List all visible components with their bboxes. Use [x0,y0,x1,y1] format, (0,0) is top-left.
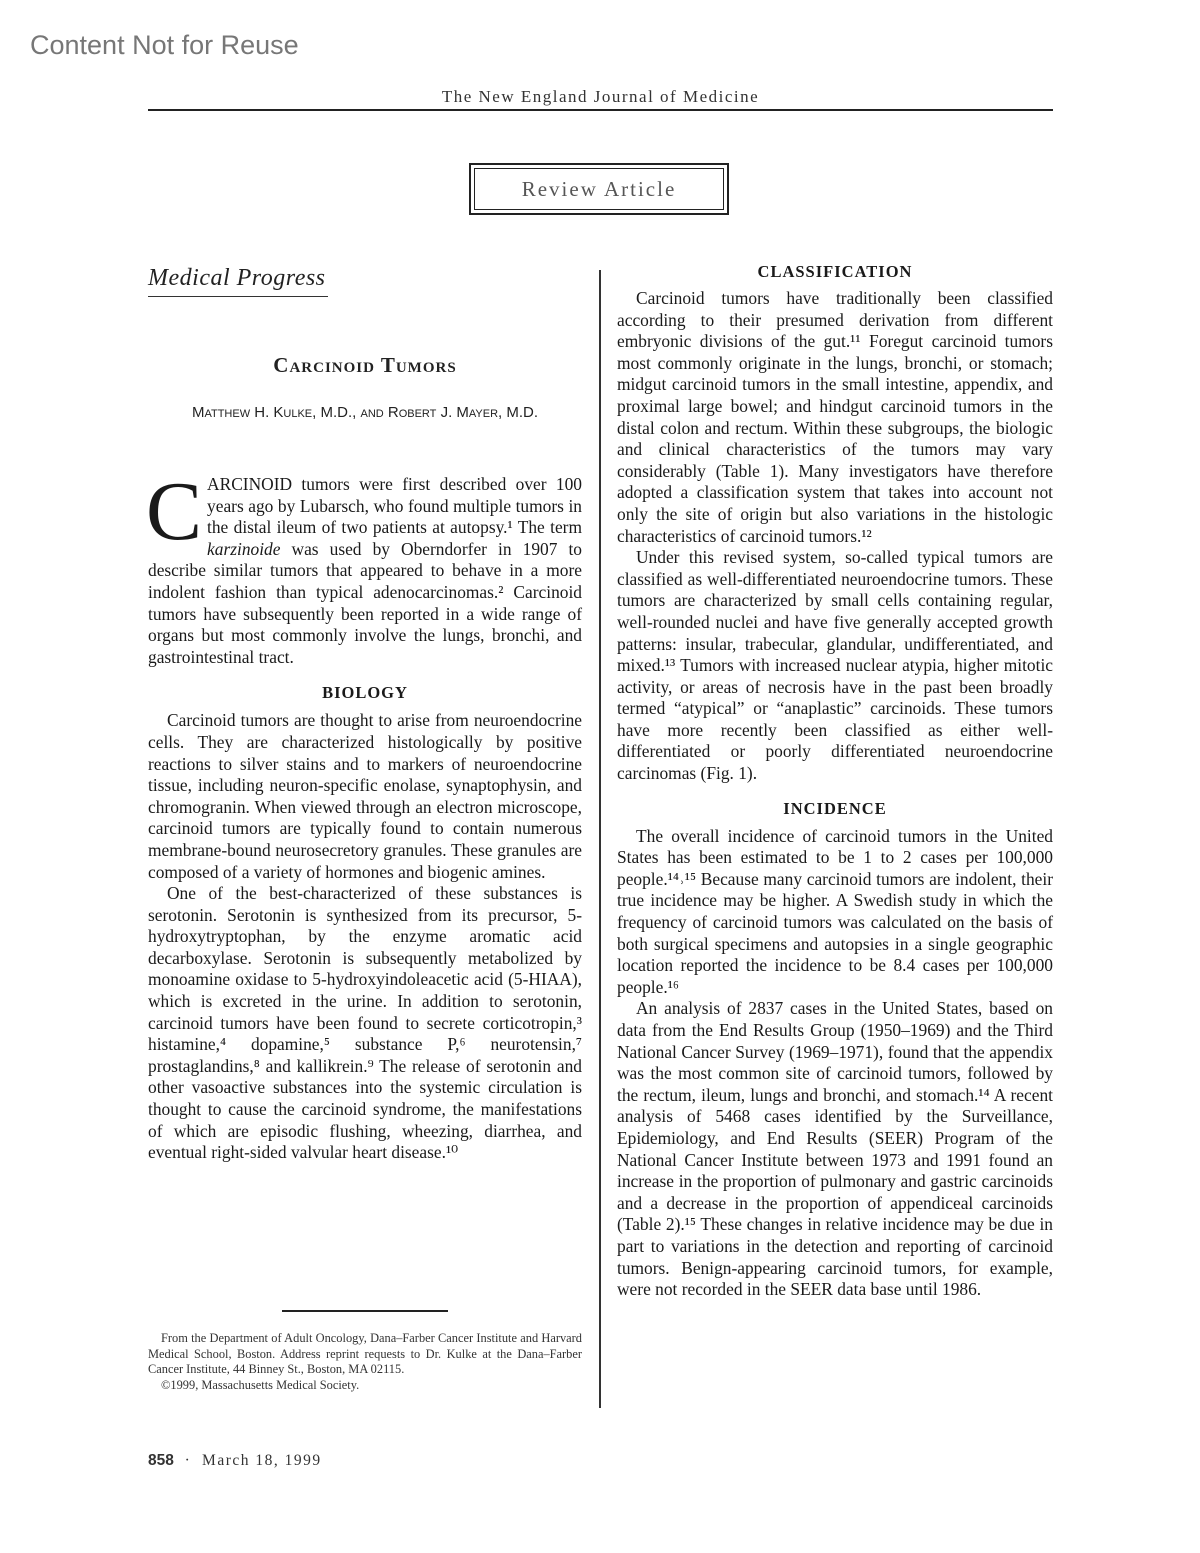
drop-cap: C [146,465,203,558]
article-type-badge [469,163,729,215]
article-type-label: Review Article [474,168,724,210]
authors: Matthew H. Kulke, M.D., and Robert J. Mayer, M.D. [191,404,539,421]
heading-incidence: INCIDENCE [783,798,887,818]
intro-text-2: was used by Oberndorfer in 1907 to describe similar tumors that appeared to behave in a more indolent fashion than typical adenocarcinomas.² Carcinoid tumors have subsequently been reported in a wide range of organs but most commonly involve the lungs, bronchi, and gastrointestinal tract. [148,538,582,667]
footnote-affiliation: From the Department of Adult Oncology, Dana–Farber Cancer Institute and Harvard Medical School, Boston. Address reprint requests to Dr. Kulke at the Dana–Farber Cancer Institute, 44 Binney St., Boston, MA 02115. [148,1331,582,1376]
heading-biology: BIOLOGY [322,683,408,703]
issue-date: March 18, 1999 [202,1452,322,1469]
paragraph: Under this revised system, so-called typical tumors are classified as well-differentiated neuroendocrine tumors. These tumors are characterized by small cells containing regular, well-rounded nuclei and have five generally accepted growth patterns: insular, trabecular, glandular, undifferentiated, and mixed.¹³ Tumors with increased nuclear atypia, higher mitotic activity, or areas of necrosis have in the past been broadly termed “atypical” or “anaplastic” carcinoids. These tumors have more recently been classified as either well-differentiated or poorly differentiated neuroendocrine carcinomas (Fig. 1). [617,547,1053,784]
page-footer [148,1452,322,1470]
paragraph: The overall incidence of carcinoid tumors in the United States has been estimated to be 1 to 2 cases per 100,000 people.¹⁴˒¹⁵ Because many carcinoid tumors are indolent, their true incidence may be higher. A Swedish study in which the frequency of carcinoid tumors was calculated on the basis of both surgical specimens and autopsies in a single geographic location reported the incidence to be 8.4 cases per 100,000 people.¹⁶ [617,825,1053,997]
right-column [617,261,1053,1301]
footer-separator: · [184,1452,192,1469]
footnote-rule [282,1310,448,1312]
heading-classification: CLASSIFICATION [757,262,913,281]
journal-name: The New England Journal of Medicine [441,87,760,106]
footnote [148,1331,582,1393]
header-rule [148,109,1053,111]
paragraph: One of the best-characterized of these substances is serotonin. Serotonin is synthesized from its precursor, 5-hydroxytryptophan, by the enzyme aromatic acid decarboxylase. Serotonin is subsequently metabolized by monoamine oxidase to 5-hydroxyindoleacetic acid (5-HIAA), which is excreted in the urine. In addition to serotonin, carcinoid tumors have been found to secrete corticotropin,³ histamine,⁴ dopamine,⁵ substance P,⁶ neurotensin,⁷ prostaglandins,⁸ and kallikrein.⁹ The release of serotonin and other vasoactive substances into the systemic circulation is thought to cause the carcinoid syndrome, the manifestations of which are episodic flushing, wheezing, diarrhea, and eventual right-sided valvular heart disease.¹⁰ [148,883,582,1163]
kicker-rule [148,296,328,297]
footnote-copyright: ©1999, Massachusetts Medical Society. [161,1377,360,1392]
page-number: 858 [148,1452,174,1469]
article-title: Carcinoid Tumors [273,353,457,377]
intro-text-1: ARCINOID tumors were first described over 100 years ago by Lubarsch, who found multiple tumors in the distal ileum of two patients at autopsy.¹ The term [207,474,582,538]
intro-paragraph [146,465,582,668]
column-divider [599,270,601,1408]
paragraph: Carcinoid tumors are thought to arise from neuroendocrine cells. They are characterized histologically by positive reactions to silver stains and to markers of neuroendocrine tissue, including neuron-specific enolase, synaptophysin, and chromogranin. When viewed through an electron microscope, carcinoid tumors are typically found to contain numerous membrane-bound neurosecretory granules. These granules are composed of a variety of hormones and biogenic amines. [148,710,582,882]
paragraph: An analysis of 2837 cases in the United States, based on data from the End Results Group (1950–1969) and the Third National Cancer Survey (1969–1971), found that the appendix was the most common site of carcinoid tumors, followed by the rectum, ileum, lungs and bronchi, and stomach.¹⁴ A recent analysis of 5468 cases identified by the Surveillance, Epidemiology, and End Results (SEER) Program of the National Cancer Institute between 1973 and 1991 found an increase in the proportion of pulmonary and gastric carcinoids and a decrease in the proportion of appendiceal carcinoids (Table 2).¹⁵ These changes in relative incidence may be due in part to variations in the detection and reporting of carcinoid tumors. Benign-appearing carcinoid tumors, for example, were not recorded in the SEER data base until 1986. [617,998,1053,1300]
left-column [146,465,582,1164]
watermark: Content Not for Reuse [30,30,299,60]
paragraph: Carcinoid tumors have traditionally been classified according to their presumed derivation from different embryonic divisions of the gut.¹¹ Foregut carcinoid tumors most commonly originate in the lungs, bronchi, or stomach; midgut carcinoid tumors in the small intestine, appendix, and proximal large bowel; and hindgut carcinoid tumors in the distal colon and rectum. Within these subgroups, the biologic and clinical characteristics of the tumors may vary considerably (Table 1). Many investigators have therefore adopted a classification system that takes into account not only the site of origin but also variations in the histologic characteristics of carcinoid tumors.¹² [617,288,1053,546]
section-kicker: Medical Progress [148,265,326,291]
intro-italic-term: karzinoide [207,538,281,559]
